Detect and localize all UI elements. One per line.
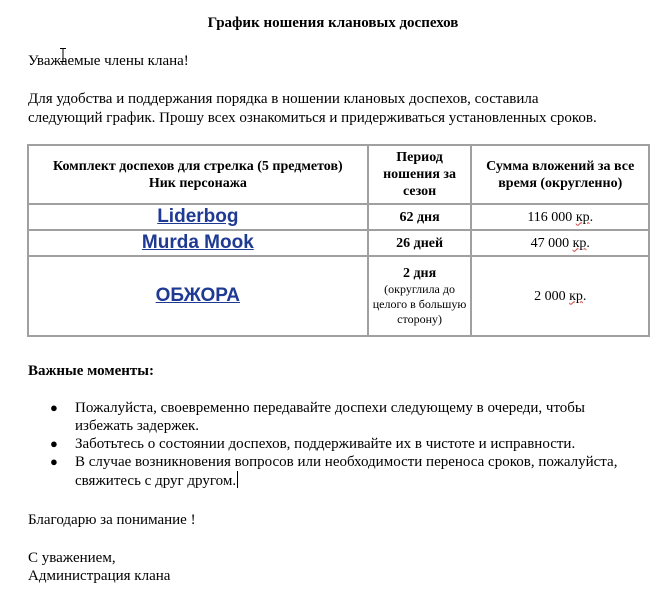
- important-list: [28, 399, 638, 490]
- nick-link-murda-mook[interactable]: Murda Mook: [141, 231, 254, 253]
- intro-paragraph: [28, 90, 597, 128]
- nick-cell: [28, 204, 368, 230]
- regards-line: С уважением,: [28, 550, 116, 566]
- nick-cell: [28, 256, 368, 336]
- list-item: [28, 399, 638, 435]
- days-cell: [368, 256, 472, 336]
- sum-unit: кр: [569, 288, 583, 304]
- sum-cell: [471, 230, 649, 256]
- sum-unit: кр: [572, 235, 587, 251]
- table-row: [28, 256, 649, 336]
- bullet-icon: ●: [50, 400, 58, 415]
- header-kit-label: Комплект доспехов для стрелка (5 предметов): [52, 158, 343, 174]
- sum-unit: кр: [575, 209, 590, 225]
- greeting: Уважаемые члены клана!: [28, 53, 189, 69]
- important-heading: Важные моменты:: [28, 363, 154, 379]
- sum-dot: .: [582, 288, 587, 304]
- list-item-text: Пожалуйста, своевременно передавайте доспехи следующему в очереди, чтобы избежать задержек.: [75, 400, 586, 434]
- list-item-text: В случае возникновения вопросов или необходимости переноса сроков, пожалуйста, свяжитесь с друг другом.: [75, 454, 618, 489]
- sum-cell: [471, 256, 649, 336]
- intro-line-2: следующий график. Прошу всех ознакомиться и придерживаться установленных сроков.: [28, 110, 597, 126]
- armor-schedule-table: [27, 144, 650, 337]
- header-sum: Сумма вложений за все время (округленно): [471, 145, 649, 204]
- sum-value: 116 000: [527, 209, 573, 225]
- thanks-line: Благодарю за понимание !: [28, 512, 196, 528]
- page-title: График ношения клановых доспехов: [207, 15, 459, 31]
- list-item: [28, 435, 638, 453]
- nick-link-liderbog[interactable]: Liderbog: [157, 205, 239, 227]
- header-period: Период ношения за сезон: [368, 145, 472, 204]
- nick-link-obzhora[interactable]: ОБЖОРА: [155, 284, 241, 306]
- sum-value: 47 000: [530, 235, 570, 251]
- signature-line: Администрация клана: [28, 568, 171, 584]
- days-note: (округлила до целого в большую сторону): [372, 282, 467, 326]
- header-nick-label: Ник персонажа: [148, 175, 247, 191]
- intro-line-1: Для удобства и поддержания порядка в ношении клановых доспехов, составила: [28, 91, 539, 107]
- list-item: [28, 453, 638, 490]
- days-cell: 26 дней: [368, 230, 472, 256]
- sum-dot: .: [589, 209, 594, 225]
- days-value: 2 дня: [402, 266, 437, 281]
- list-item-text: Заботьтесь о состоянии доспехов, поддерживайте их в чистоте и исправности.: [75, 436, 576, 452]
- nick-cell: [28, 230, 368, 256]
- sum-value: 2 000: [534, 288, 566, 304]
- table-row: [28, 204, 649, 230]
- bullet-icon: ●: [50, 454, 58, 469]
- text-caret: [237, 471, 238, 488]
- sum-cell: [471, 204, 649, 230]
- table-row: [28, 230, 649, 256]
- days-cell: 62 дня: [368, 204, 472, 230]
- bullet-icon: ●: [50, 436, 58, 451]
- header-kit-nick: [28, 145, 368, 204]
- table-header-row: [28, 145, 649, 204]
- sum-dot: .: [586, 235, 590, 251]
